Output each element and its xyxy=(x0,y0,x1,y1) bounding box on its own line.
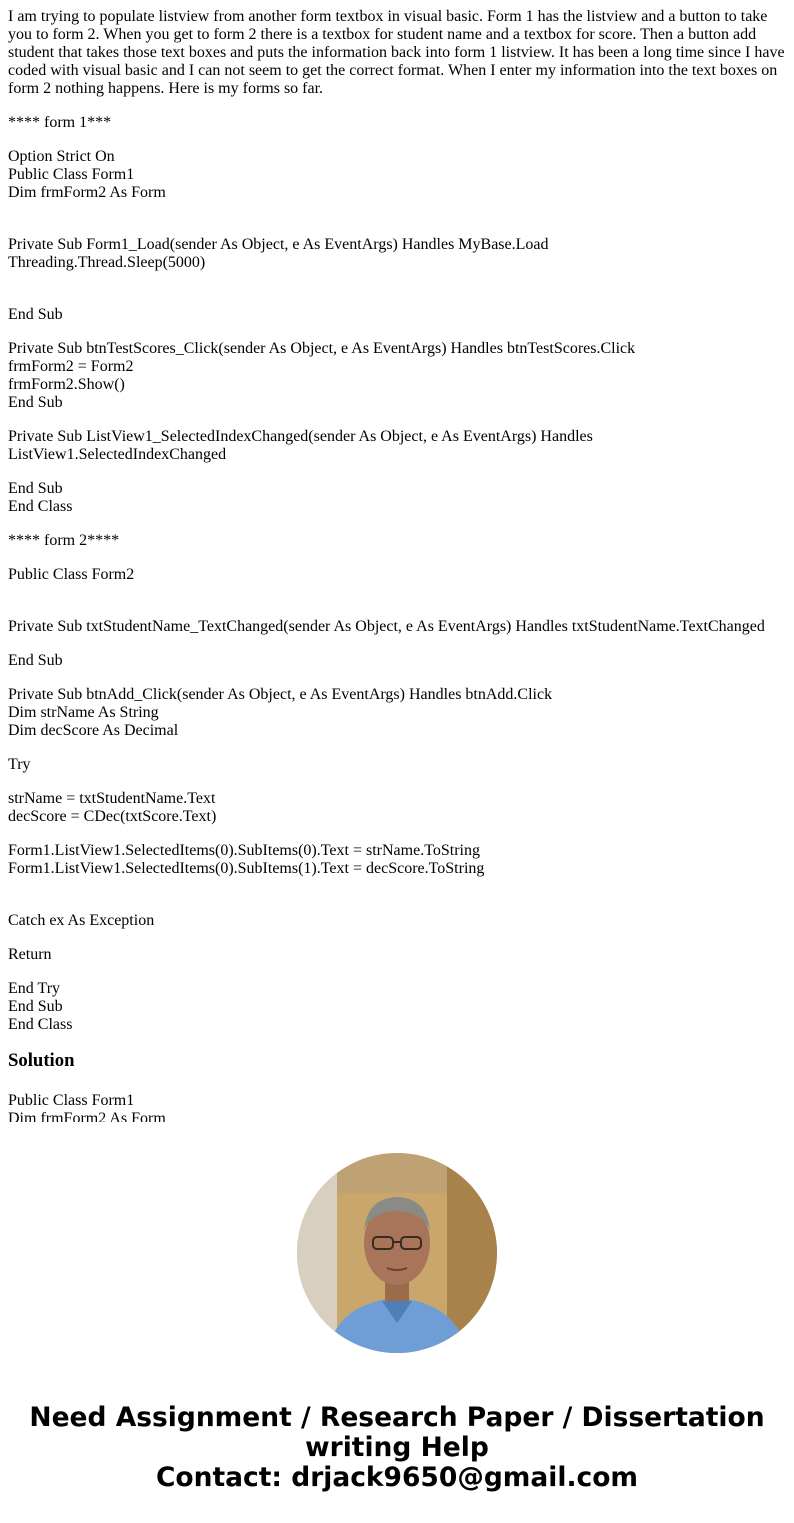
code-line: End Try xyxy=(8,980,61,997)
code-line: Public Class Form1 xyxy=(8,1092,135,1109)
question-document xyxy=(8,8,788,1122)
code-line: Threading.Thread.Sleep(5000) xyxy=(8,254,206,271)
code-line: Dim frmForm2 As Form xyxy=(8,1110,166,1122)
form2-header: **** form 2**** xyxy=(8,532,120,549)
form1-button-sub xyxy=(8,340,788,412)
code-line: Form1.ListView1.SelectedItems(0).SubItems(0).Text = strName.ToString xyxy=(8,842,480,859)
form2-set-items xyxy=(8,842,788,878)
form1-load-end: End Sub xyxy=(8,306,63,323)
code-line: End Sub xyxy=(8,998,63,1015)
form1-header: **** form 1*** xyxy=(8,114,112,131)
form2-assign xyxy=(8,790,788,826)
code-line: Option Strict On xyxy=(8,148,115,165)
form2-try: Try xyxy=(8,756,31,773)
promo-line-2: writing Help xyxy=(305,1432,489,1463)
solution-code xyxy=(8,1092,788,1122)
code-line: Private Sub Form1_Load(sender As Object, e As EventArgs) Handles MyBase.Load xyxy=(8,236,549,253)
solution-heading: Solution xyxy=(8,1050,75,1071)
code-line: Private Sub btnTestScores_Click(sender As Object, e As EventArgs) Handles btnTestScores.Click xyxy=(8,340,636,357)
code-line: Dim strName As String xyxy=(8,704,159,721)
form1-end xyxy=(8,480,788,516)
code-line: End Sub xyxy=(8,394,63,411)
code-line: ListView1.SelectedIndexChanged xyxy=(8,446,227,463)
form2-return: Return xyxy=(8,946,52,963)
promo-line-1: Need Assignment / Research Paper / Dissertation xyxy=(29,1402,765,1433)
code-line: Public Class Form1 xyxy=(8,166,135,183)
code-line: Dim frmForm2 As Form xyxy=(8,184,166,201)
form1-declarations xyxy=(8,148,788,202)
form2-textchanged-sub: Private Sub txtStudentName_TextChanged(sender As Object, e As EventArgs) Handles txtStudentName.TextChanged xyxy=(8,618,765,635)
code-line: frmForm2.Show() xyxy=(8,376,125,393)
promo-contact: Contact: drjack9650@gmail.com xyxy=(155,1462,639,1493)
promo-banner xyxy=(0,1403,794,1493)
form2-catch: Catch ex As Exception xyxy=(8,912,155,929)
code-line: decScore = CDec(txtScore.Text) xyxy=(8,808,217,825)
question-intro: I am trying to populate listview from another form textbox in visual basic. Form 1 has the listview and a button to take you to form 2. When you get to form 2 there is a textbox for student name and a textbox for score. Then a button add student that takes those text boxes and puts the information back into form 1 listview. It has been a long time since I have coded with visual basic and I can not seem to get the correct format. When I enter my information into the text boxes on form 2 nothing happens. Here is my forms so far. xyxy=(8,8,785,97)
code-line: Private Sub btnAdd_Click(sender As Object, e As EventArgs) Handles btnAdd.Click xyxy=(8,686,553,703)
avatar-photo xyxy=(297,1153,497,1353)
code-line: End Class xyxy=(8,498,73,515)
form2-textchanged-end: End Sub xyxy=(8,652,63,669)
code-line: Dim decScore As Decimal xyxy=(8,722,179,739)
code-line: Form1.ListView1.SelectedItems(0).SubItems(1).Text = decScore.ToString xyxy=(8,860,485,877)
avatar xyxy=(297,1153,497,1353)
form2-add-sub xyxy=(8,686,788,740)
form2-end xyxy=(8,980,788,1034)
code-line: frmForm2 = Form2 xyxy=(8,358,134,375)
code-line: Private Sub ListView1_SelectedIndexChanged(sender As Object, e As EventArgs) Handles xyxy=(8,428,593,445)
code-line: End Class xyxy=(8,1016,73,1033)
code-line: End Sub xyxy=(8,480,63,497)
form1-listview-sub xyxy=(8,428,788,464)
form2-class: Public Class Form2 xyxy=(8,566,135,583)
form1-load-sub xyxy=(8,236,788,272)
code-line: strName = txtStudentName.Text xyxy=(8,790,216,807)
